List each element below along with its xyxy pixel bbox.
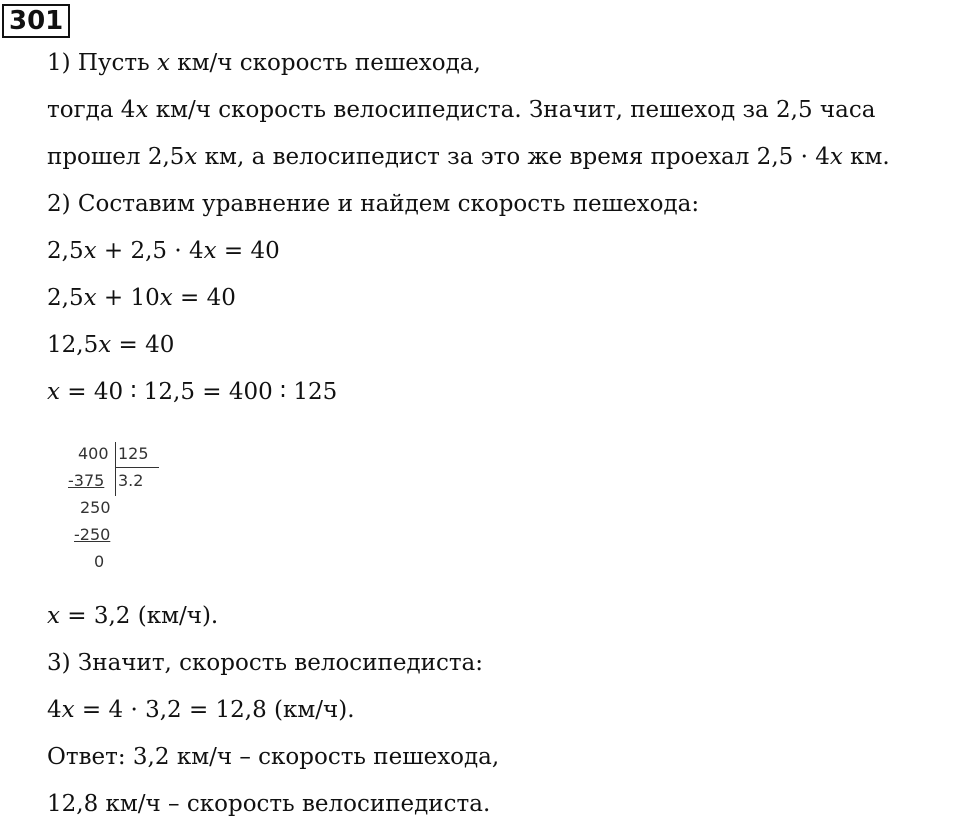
text-line-4: 2) Составим уравнение и найдем скорость пешехода: bbox=[47, 191, 700, 217]
result-line: 𝑥 = 3,2 (км/ч). bbox=[47, 603, 219, 629]
long-division-quotient: 3.2 bbox=[118, 471, 144, 490]
equation-line-2: 2,5𝑥 + 10𝑥 = 40 bbox=[47, 285, 236, 311]
equation-line-1: 2,5𝑥 + 2,5 · 4𝑥 = 40 bbox=[47, 238, 280, 264]
text-line-step3: 3) Значит, скорость велосипедиста: bbox=[47, 650, 484, 676]
answer-line-2: 12,8 км/ч – скорость велосипедиста. bbox=[47, 791, 491, 817]
problem-number: 301 bbox=[2, 4, 70, 38]
answer-line-1: Ответ: 3,2 км/ч – скорость пешехода, bbox=[47, 744, 500, 770]
long-division-divisor: 125 bbox=[118, 444, 149, 463]
text-line-3: прошел 2,5𝑥 км, а велосипедист за это же время проехал 2,5 · 4𝑥 км. bbox=[47, 144, 890, 170]
long-division-remainder-1: 250 bbox=[80, 498, 111, 517]
long-division-subtract-1: -375 bbox=[68, 471, 105, 490]
long-division-subtract-2: -250 bbox=[74, 525, 111, 544]
long-division-remainder-2: 0 bbox=[94, 552, 105, 571]
equation-line-3: 12,5𝑥 = 40 bbox=[47, 332, 175, 358]
equation-line-4: 𝑥 = 40 ∶ 12,5 = 400 ∶ 125 bbox=[47, 379, 338, 405]
equation-line-5: 4𝑥 = 4 · 3,2 = 12,8 (км/ч). bbox=[47, 697, 355, 723]
long-division-dividend: 400 bbox=[78, 444, 109, 463]
text-line-2: тогда 4𝑥 км/ч скорость велосипедиста. Значит, пешеход за 2,5 часа bbox=[47, 97, 876, 123]
long-division-horizontal-line bbox=[115, 467, 159, 468]
long-division-vertical-line bbox=[115, 442, 116, 496]
long-division bbox=[60, 440, 180, 580]
text-line-1: 1) Пусть 𝑥 км/ч скорость пешехода, bbox=[47, 50, 481, 76]
